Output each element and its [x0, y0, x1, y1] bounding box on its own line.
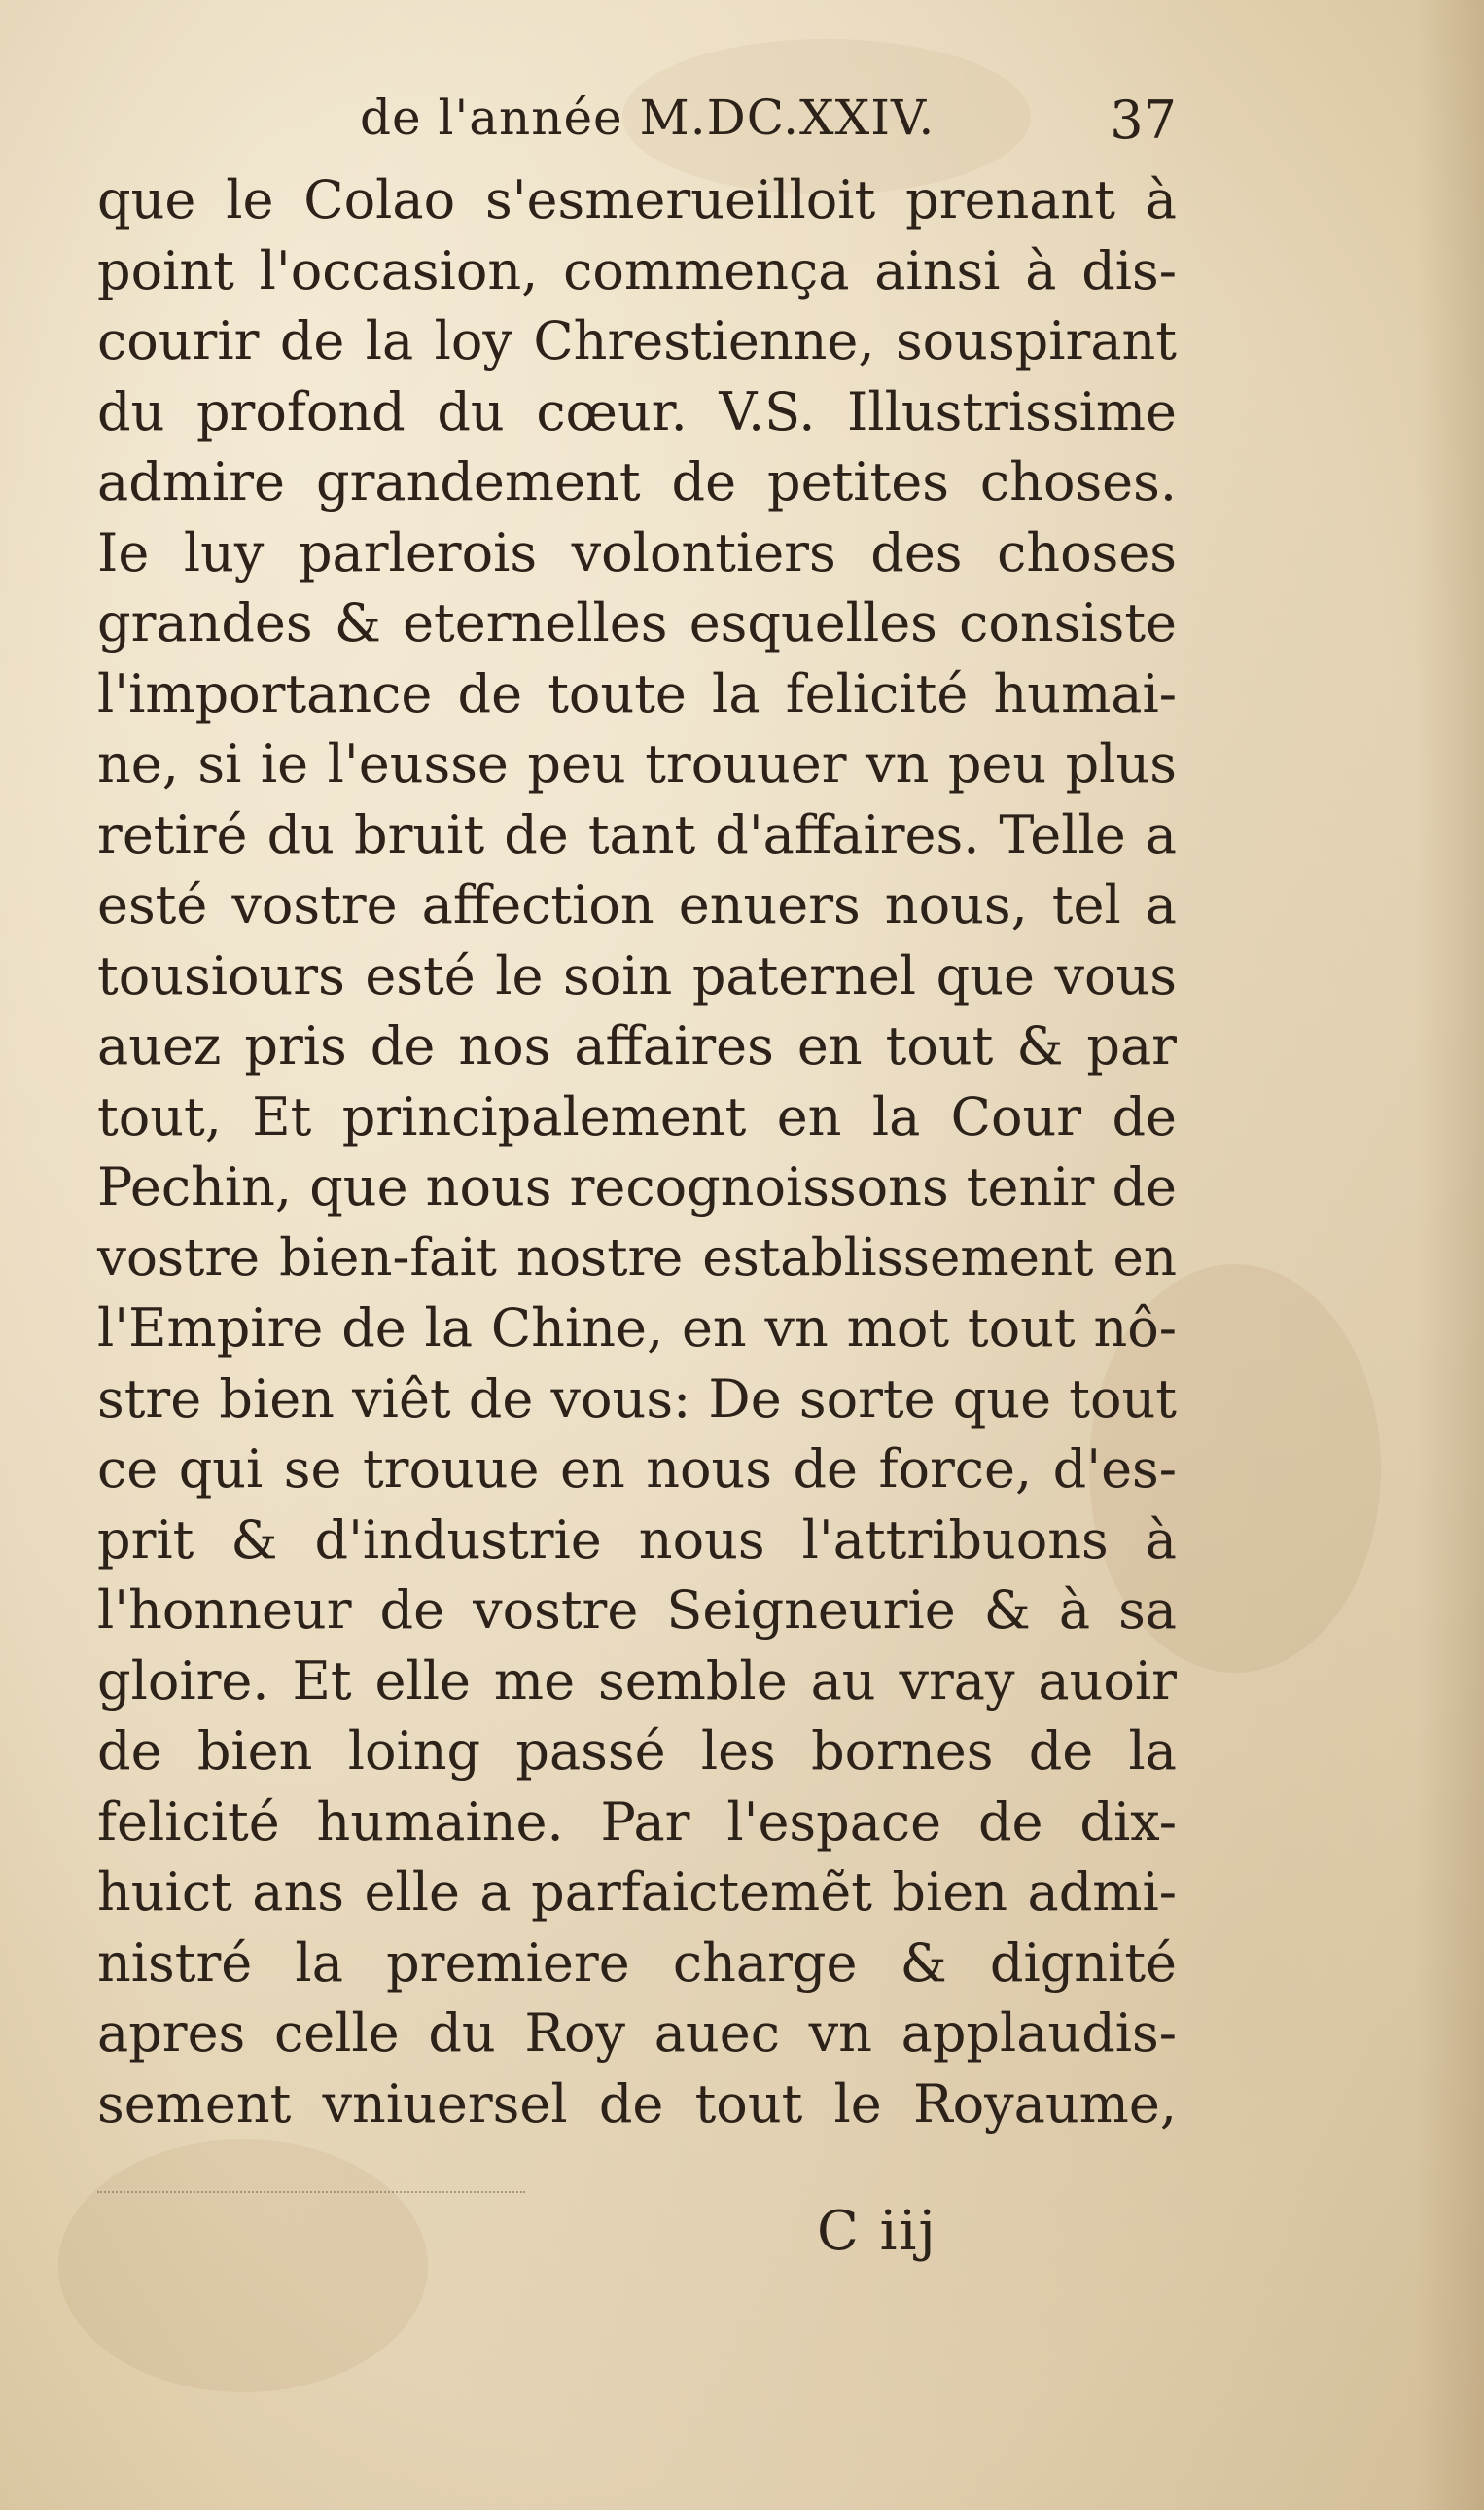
text-line: nistré la premiere charge & dignité: [97, 1931, 1177, 1994]
text-line: l'importance de toute la felicité humai-: [97, 662, 1177, 725]
text-line: apres celle du Roy auec vn applaudis-: [97, 2002, 1177, 2064]
text-line: stre bien viêt de vous: De sorte que tout: [97, 1367, 1177, 1430]
signature-mark: C iij: [817, 2200, 937, 2263]
text-line: du profond du cœur. V.S. Illustrissime: [97, 380, 1177, 442]
text-line: auez pris de nos affaires en tout & par: [97, 1015, 1177, 1077]
text-line: que le Colao s'esmerueilloit prenant à: [97, 169, 1177, 230]
footer-rule: [97, 2191, 525, 2196]
text-line: Ie luy parlerois volontiers des choses: [97, 521, 1177, 583]
text-line: tout, Et principalement en la Cour de: [97, 1085, 1177, 1148]
text-line: vostre bien-fait nostre establissement en: [97, 1227, 1177, 1288]
text-line: Pechin, que nous recognoissons tenir de: [97, 1156, 1177, 1218]
text-line: de bien loing passé les bornes de la: [97, 1720, 1177, 1782]
text-line: l'honneur de vostre Seigneurie & à sa: [97, 1579, 1177, 1641]
text-line: esté vostre affection enuers nous, tel a: [97, 874, 1177, 936]
running-head: [97, 89, 1177, 158]
body-text: [97, 165, 1177, 2139]
running-title: de l'année M.DC.XXIV.: [360, 89, 936, 146]
page-number: 37: [1110, 89, 1177, 151]
text-line: tousiours esté le soin paternel que vous: [97, 944, 1177, 1007]
text-line: point l'occasion, commença ainsi à dis-: [97, 239, 1177, 301]
text-line: huict ans elle a parfaictemẽt bien admi-: [97, 1861, 1177, 1923]
paper-stain: [58, 2139, 428, 2392]
text-line: felicité humaine. Par l'espace de dix-: [97, 1790, 1177, 1853]
text-line: l'Empire de la Chine, en vn mot tout nô-: [97, 1297, 1177, 1359]
text-line: sement vniuersel de tout le Royaume,: [97, 2072, 1177, 2135]
page-edge-shadow: [1416, 0, 1484, 2510]
text-line: courir de la loy Chrestienne, souspirant: [97, 310, 1177, 371]
text-line: prit & d'industrie nous l'attribuons à: [97, 1508, 1177, 1571]
text-line: retiré du bruit de tant d'affaires. Telle a: [97, 803, 1177, 866]
text-line: admire grandement de petites choses.: [97, 451, 1177, 513]
text-line: grandes & eternelles esquelles consiste: [97, 592, 1177, 654]
text-line: ce qui se trouue en nous de force, d'es-: [97, 1438, 1177, 1500]
text-line: ne, si ie l'eusse peu trouuer vn peu plus: [97, 733, 1177, 795]
text-line: gloire. Et elle me semble au vray auoir: [97, 1649, 1177, 1712]
